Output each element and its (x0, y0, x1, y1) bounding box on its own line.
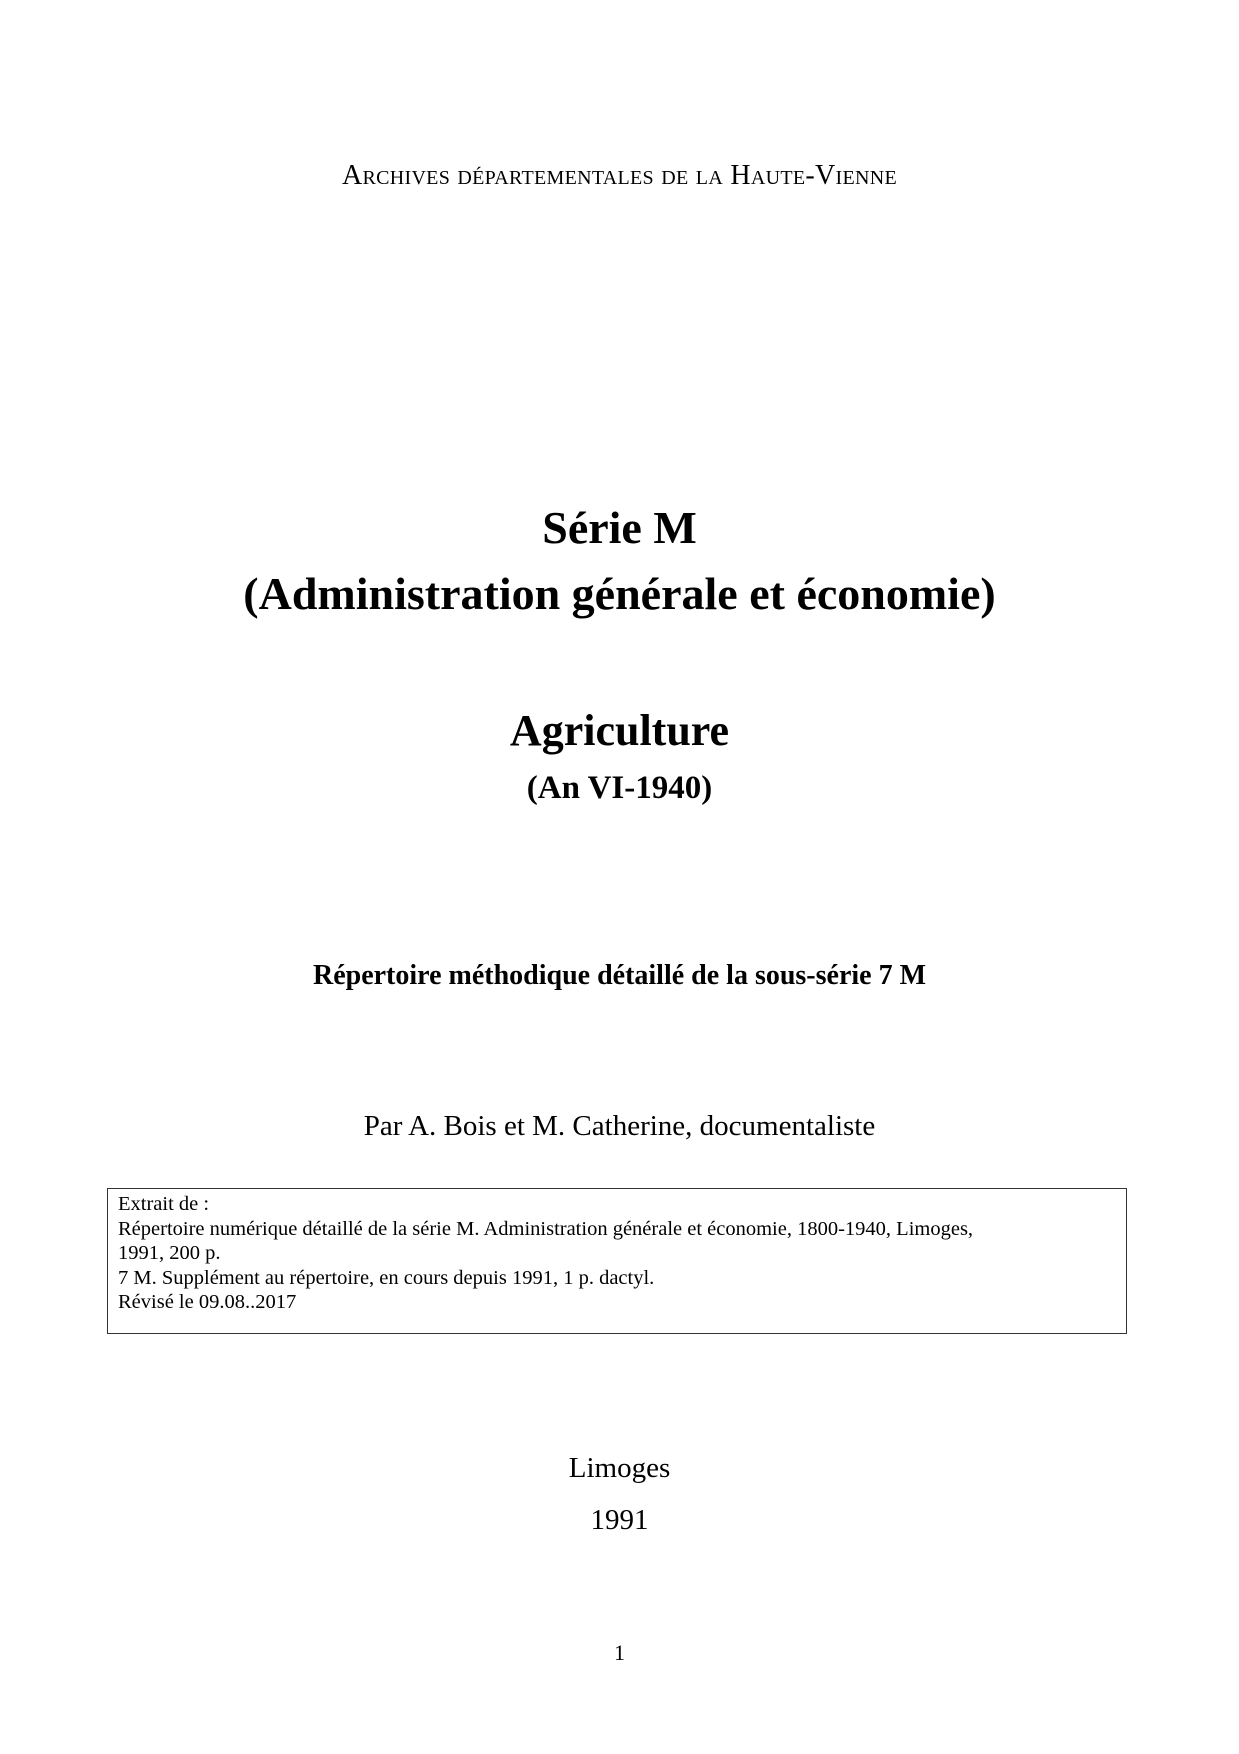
extract-box (107, 1188, 1127, 1334)
extract-line: Répertoire numérique détaillé de la série M. Administration générale et économie, 1800-1940, Limoges, (118, 1217, 974, 1240)
extract-line: 7 M. Supplément au répertoire, en cours depuis 1991, 1 p. dactyl. (118, 1266, 655, 1289)
repertoire-title: Répertoire méthodique détaillé de la sous-série 7 M (312, 960, 927, 991)
date-range: (An VI-1940) (526, 770, 713, 806)
extract-line: Révisé le 09.08..2017 (118, 1291, 297, 1313)
page-number: 1 (614, 1640, 625, 1665)
series-title: Série M (542, 502, 697, 553)
extract-line: Extrait de : (118, 1193, 210, 1215)
institution-header: Archives départementales de la Haute-Vienne (341, 160, 898, 191)
section-title: Agriculture (509, 706, 730, 755)
imprint-place: Limoges (568, 1452, 671, 1484)
extract-line: 1991, 200 p. (118, 1242, 221, 1264)
series-subtitle: (Administration générale et économie) (243, 568, 996, 619)
authors-line: Par A. Bois et M. Catherine, documentaliste (363, 1110, 876, 1142)
imprint-year: 1991 (590, 1504, 649, 1536)
